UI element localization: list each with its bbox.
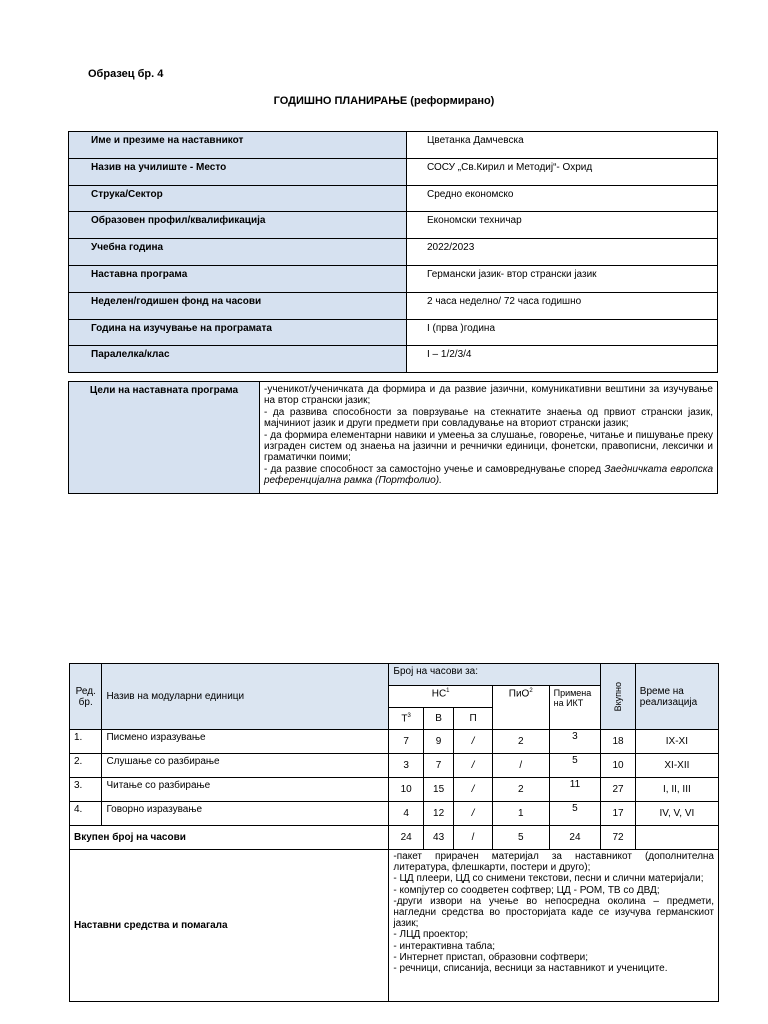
header-pio: [492, 686, 549, 730]
info-table: [68, 131, 718, 373]
info-label: Име и презиме на наставникот: [69, 132, 407, 159]
module-row: [70, 730, 719, 754]
module-pio: 1: [492, 802, 549, 826]
module-ikt: 5: [549, 802, 601, 826]
means-line: - компјутер со соодветен софтвер; ЦД - РОМ, ТВ со ДВД;: [393, 884, 660, 896]
module-total: 17: [601, 802, 635, 826]
totals-pio: 5: [492, 826, 549, 850]
means-line: - речници, списанија, весници за наставникот и учениците.: [393, 963, 668, 975]
means-line: -пакет прирачен материјал за наставникот (дополнителна литература, флешкарти, постери и друго);: [393, 851, 714, 874]
goals-label: Цели на наставната програма: [69, 382, 260, 494]
info-row: [69, 212, 718, 239]
info-value: 2022/2023: [407, 239, 718, 266]
info-row: [69, 319, 718, 346]
modules-table: [69, 663, 719, 1002]
module-name: Писмено изразување: [102, 730, 389, 754]
goals-text: [260, 382, 718, 494]
means-text: [389, 850, 719, 1002]
means-line: - ЛЦД проектор;: [393, 929, 468, 941]
means-line: -други извори на учење во непосредна околина – предмети, нагледни средства во просторијата каде се изучува германскиот јазик;: [393, 895, 714, 930]
module-v: 9: [423, 730, 453, 754]
goal-line: -ученикот/ученичката да формира и да развие јазични, комуникативни вештини за изучување на втор странски јазик;: [264, 384, 713, 407]
module-num: 4.: [70, 802, 102, 826]
header-v: В: [423, 708, 453, 730]
goal-last-italic: Заедничката европска референцијална рамка (Портфолио).: [264, 463, 713, 487]
info-label: Наставна програма: [69, 265, 407, 292]
module-name: Говорно изразување: [102, 802, 389, 826]
totals-label: Вкупен број на часови: [70, 826, 389, 850]
module-ikt: 11: [549, 778, 601, 802]
header-p: П: [454, 708, 493, 730]
info-label: Неделен/годишен фонд на часови: [69, 292, 407, 319]
info-label: Учебна година: [69, 239, 407, 266]
module-num: 3.: [70, 778, 102, 802]
header-t-label: Т: [401, 713, 408, 725]
goal-line-last: [264, 464, 713, 487]
module-total: 10: [601, 754, 635, 778]
info-label: Паралелка/клас: [69, 346, 407, 373]
goal-line: - да развива способности за поврзување на стекнатите знаења од првиот странски јазик, мајчиниот јазик и други предмети при совладување на вториот странски јазик;: [264, 406, 713, 430]
info-label: Година на изучување на програмата: [69, 319, 407, 346]
module-row: [70, 778, 719, 802]
info-value: Средно економско: [407, 185, 718, 212]
module-pio: 2: [492, 730, 549, 754]
header-time: Време на реализација: [635, 664, 718, 730]
module-ikt: 5: [549, 754, 601, 778]
means-line: - ЦД плеери, ЦД со снимени текстови, песни и слични материјали;: [393, 873, 704, 885]
module-row: [70, 802, 719, 826]
header-total: [601, 664, 635, 730]
header-name: Назив на модуларни единици: [102, 664, 389, 730]
info-value: I (прва )година: [407, 319, 718, 346]
means-line: - Интернет пристап, образовни софтвери;: [393, 951, 588, 963]
info-row: [69, 132, 718, 159]
module-ikt: 3: [549, 730, 601, 754]
header-num: Ред. бр.: [70, 664, 102, 730]
totals-ikt: 24: [549, 826, 601, 850]
header-nc-sup: 1: [446, 688, 450, 694]
info-value: Цветанка Дамчевска: [407, 132, 718, 159]
header-ikt: Примена на ИКТ: [549, 686, 601, 730]
goals-table: [68, 381, 718, 494]
module-name: Читање со разбирање: [102, 778, 389, 802]
info-label: Назив на училиште - Место: [69, 158, 407, 185]
info-value: Економски техничар: [407, 212, 718, 239]
means-label: Наставни средства и помагала: [70, 850, 389, 1002]
info-row: [69, 265, 718, 292]
totals-time: [635, 826, 718, 850]
module-name: Слушање со разбирање: [102, 754, 389, 778]
totals-t: 24: [389, 826, 423, 850]
module-time: XI-XII: [635, 754, 718, 778]
totals-v: 43: [423, 826, 453, 850]
module-v: 7: [423, 754, 453, 778]
info-value: Германски јазик- втор странски јазик: [407, 265, 718, 292]
module-v: 12: [423, 802, 453, 826]
header-total-label: Вкупно: [613, 682, 624, 712]
module-total: 18: [601, 730, 635, 754]
totals-sum: 72: [601, 826, 635, 850]
module-time: IV, V, VI: [635, 802, 718, 826]
header-nc: [389, 686, 492, 708]
info-row: [69, 292, 718, 319]
goal-last-prefix: - да развие способност за самостојно учење и самовреднување според: [264, 463, 605, 475]
page-title: ГОДИШНО ПЛАНИРАЊЕ (реформирано): [273, 95, 495, 107]
header-t: [389, 708, 423, 730]
info-label: Струка/Сектор: [69, 185, 407, 212]
info-row: [69, 185, 718, 212]
goal-line: - да формира елементарни навики и умеења за слушање, говорење, читање и пишување преку изграден систем од знаења на јазични и речнички единици, фонетски, правописни, лексички и граматички поими;: [264, 429, 713, 464]
info-value: 2 часа неделно/ 72 часа годишно: [407, 292, 718, 319]
module-t: 7: [389, 730, 423, 754]
module-time: I, II, III: [635, 778, 718, 802]
info-value: I – 1/2/3/4: [407, 346, 718, 373]
info-row: [69, 239, 718, 266]
means-line: - интерактивна табла;: [393, 940, 496, 952]
module-time: IX-XI: [635, 730, 718, 754]
module-t: 10: [389, 778, 423, 802]
module-v: 15: [423, 778, 453, 802]
module-pio: 2: [492, 778, 549, 802]
module-num: 2.: [70, 754, 102, 778]
info-row: [69, 346, 718, 373]
info-label: Образовен профил/квалификација: [69, 212, 407, 239]
header-nc-label: НС: [431, 688, 447, 700]
module-p: /: [454, 730, 493, 754]
sample-label: Образец бр. 4: [88, 68, 164, 80]
header-t-sup: 3: [407, 712, 411, 719]
header-pio-sup: 2: [529, 688, 533, 694]
module-pio: /: [492, 754, 549, 778]
info-value: СОСУ „Св.Кирил и Методиј“- Охрид: [407, 158, 718, 185]
info-row: [69, 158, 718, 185]
totals-p: /: [454, 826, 493, 850]
module-num: 1.: [70, 730, 102, 754]
module-row: [70, 754, 719, 778]
module-t: 4: [389, 802, 423, 826]
module-p: /: [454, 802, 493, 826]
header-pio-label: ПиО: [508, 688, 530, 700]
module-p: /: [454, 778, 493, 802]
module-total: 27: [601, 778, 635, 802]
module-t: 3: [389, 754, 423, 778]
header-hours: Број на часови за:: [389, 664, 601, 686]
module-p: /: [454, 754, 493, 778]
